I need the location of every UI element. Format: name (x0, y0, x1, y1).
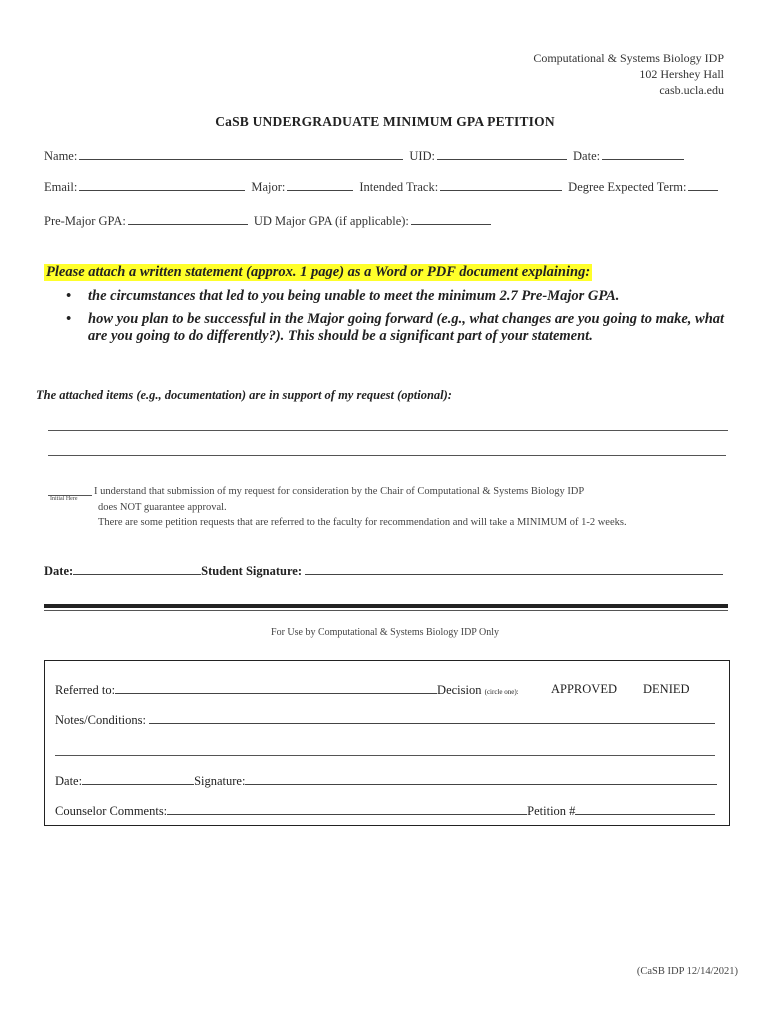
student-signature-row (44, 563, 723, 579)
ack-line-2: does NOT guarantee approval. (98, 502, 227, 513)
track-label: Intended Track: (359, 180, 439, 194)
ud-gpa-field[interactable] (411, 213, 491, 225)
section-divider-thick (44, 604, 728, 608)
counselor-row (55, 803, 715, 819)
page-title: CaSB UNDERGRADUATE MINIMUM GPA PETITION (215, 114, 555, 129)
name-field[interactable] (79, 148, 403, 160)
date-field[interactable] (602, 148, 684, 160)
office-signature-label: Signature: (194, 774, 246, 788)
attached-line-2[interactable] (48, 455, 726, 456)
office-use-heading: For Use by Computational & Systems Biology IDP Only (271, 627, 499, 638)
student-signature-label: Student Signature: (201, 564, 302, 578)
notes-field[interactable] (149, 712, 715, 724)
notes-label: Notes/Conditions: (55, 713, 146, 727)
denied-option[interactable]: DENIED (643, 682, 690, 696)
uid-label: UID: (409, 149, 436, 163)
bullet-item (66, 288, 746, 305)
referred-field[interactable] (115, 682, 437, 694)
address-line-2: 102 Hershey Hall (639, 67, 724, 81)
term-field[interactable] (688, 179, 718, 191)
uid-field[interactable] (437, 148, 567, 160)
section-divider-thin (44, 610, 728, 611)
form-version-footer: (CaSB IDP 12/14/2021) (636, 966, 738, 977)
attached-items-label: The attached items (e.g., documentation) are in support of my request (optional): (36, 388, 452, 402)
sig-date-field[interactable] (73, 563, 201, 575)
office-signature-field[interactable] (245, 773, 717, 785)
office-use-box (44, 660, 730, 826)
date-label: Date: (573, 149, 601, 163)
student-signature-field[interactable] (305, 563, 723, 575)
bullet-text: how you plan to be successful in the Major going forward (e.g., what changes are you going to make, what are you going to do differently?). This should be a significant part of your statement. (88, 311, 725, 344)
gpa-row (44, 213, 497, 229)
instruction-bullets (66, 288, 746, 351)
track-field[interactable] (440, 179, 562, 191)
header-address (533, 50, 724, 98)
bullet-item (66, 311, 746, 345)
referred-label: Referred to: (55, 683, 116, 697)
decision-label: Decision (437, 683, 482, 697)
ud-gpa-label: UD Major GPA (if applicable): (253, 214, 409, 228)
office-date-row (55, 773, 717, 789)
counselor-field[interactable] (167, 803, 527, 815)
statement-instruction: Please attach a written statement (approx. 1 page) as a Word or PDF document explaining: (46, 264, 591, 280)
approved-option[interactable]: APPROVED (551, 682, 617, 696)
bullet-icon: • (66, 288, 72, 304)
major-field[interactable] (287, 179, 353, 191)
address-line-3: casb.ucla.edu (659, 83, 724, 97)
petition-label: Petition # (527, 804, 576, 818)
ack-line-3: There are some petition requests that are referred to the faculty for recommendation and will take a MINIMUM of 1-2 weeks. (98, 517, 627, 528)
email-field[interactable] (79, 179, 245, 191)
name-label: Name: (44, 149, 78, 163)
premajor-gpa-field[interactable] (128, 213, 248, 225)
office-date-label: Date: (55, 774, 83, 788)
term-label: Degree Expected Term: (568, 180, 687, 194)
sig-date-label: Date: (44, 564, 74, 578)
circle-one-label: (circle one): (484, 688, 519, 696)
initial-here-label: Initial Here (50, 496, 78, 502)
office-date-field[interactable] (82, 773, 194, 785)
name-row (44, 148, 690, 164)
notes-line-2[interactable] (55, 755, 715, 756)
ack-line-1: I understand that submission of my request for consideration by the Chair of Computational & Systems Biology IDP (94, 486, 585, 497)
email-label: Email: (44, 180, 78, 194)
premajor-gpa-label: Pre-Major GPA: (44, 214, 126, 228)
email-row (44, 179, 724, 195)
petition-field[interactable] (575, 803, 715, 815)
major-label: Major: (251, 180, 286, 194)
notes-row (55, 712, 715, 728)
address-line-1: Computational & Systems Biology IDP (533, 51, 724, 65)
counselor-label: Counselor Comments: (55, 804, 168, 818)
bullet-text: the circumstances that led to you being unable to meet the minimum 2.7 Pre-Major GPA. (88, 288, 620, 304)
referred-row (55, 682, 519, 698)
attached-line-1[interactable] (48, 430, 728, 431)
bullet-icon: • (66, 311, 72, 327)
